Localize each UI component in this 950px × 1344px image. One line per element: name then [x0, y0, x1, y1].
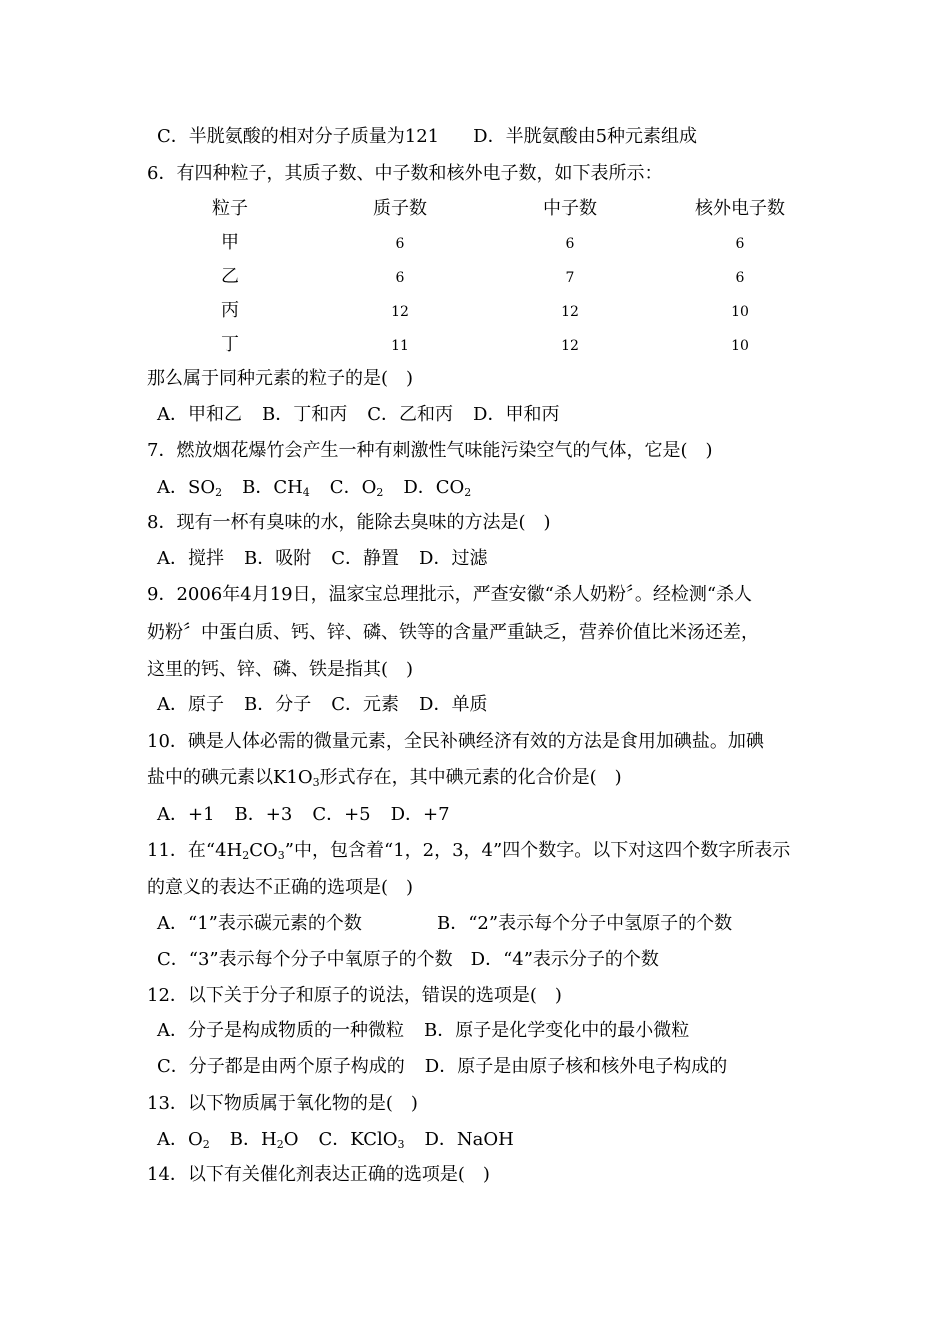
option: D．+7	[390, 804, 450, 825]
option: D．过滤	[419, 548, 488, 569]
q6-stem: 6．有四种粒子，其质子数、中子数和核外电子数，如下表所示：	[147, 163, 663, 184]
q12-options-row2	[157, 1057, 727, 1077]
table-header: 质子数	[373, 198, 427, 219]
table-cell: 6	[565, 236, 575, 252]
q5-option-c: C．半胱氨酸的相对分子质量为121	[157, 126, 440, 147]
option: D．原子是由原子核和核外电子构成的	[424, 1056, 728, 1077]
option: D．NaOH	[424, 1129, 514, 1150]
q12-stem: 12．以下关于分子和原子的说法，错误的选项是( )	[147, 985, 562, 1006]
option: B．分子	[244, 694, 312, 715]
q11-line2: 的意义的表达不正确的选项是( )	[147, 877, 414, 898]
option: B．丁和丙	[262, 404, 348, 425]
table-cell: 乙	[221, 266, 239, 287]
option: B．$CH_4$	[242, 477, 310, 499]
option: A．$O_2$	[157, 1129, 210, 1151]
q7-options	[157, 478, 471, 498]
option: B．$H_2O$	[229, 1129, 299, 1151]
q6-options	[157, 405, 559, 425]
option: B．原子是化学变化中的最小微粒	[424, 1020, 690, 1041]
option: B．+3	[234, 804, 293, 825]
q8-options	[157, 549, 487, 569]
option: A．甲和乙	[157, 404, 242, 425]
q5-options-line	[157, 127, 697, 147]
table-cell: 10	[731, 338, 749, 354]
table-cell: 6	[735, 270, 745, 286]
option: C．$O_2$	[329, 477, 384, 499]
q9-options	[157, 695, 487, 715]
q10-line2: 盐中的碘元素以$K1O_3$形式存在，其中碘元素的化合价是( )	[147, 767, 622, 789]
option: C．乙和丙	[367, 404, 454, 425]
q10-options	[157, 805, 450, 825]
option: C．分子都是由两个原子构成的	[157, 1056, 405, 1077]
option: C．+5	[312, 804, 371, 825]
q12-options-row1	[157, 1021, 689, 1041]
option: A．+1	[157, 804, 215, 825]
option: A．搅拌	[157, 548, 224, 569]
table-header: 核外电子数	[695, 198, 785, 219]
table-cell: 12	[391, 304, 409, 320]
q11-options-row1	[157, 914, 732, 934]
table-cell: 6	[735, 236, 745, 252]
table-cell: 丁	[221, 334, 239, 355]
option: A．分子是构成物质的一种微粒	[157, 1020, 404, 1041]
q8-stem: 8．现有一杯有臭味的水，能除去臭味的方法是( )	[147, 512, 551, 533]
q11-line1: 11．在“$4H_2CO_3$”中，包含着“1，2，3，4”四个数字。以下对这四个数字所表示	[147, 840, 791, 862]
option: D．单质	[419, 694, 488, 715]
option: C．“3”表示每个分子中氧原子的个数	[157, 949, 453, 970]
table-cell: 6	[395, 236, 405, 252]
q9-line1: 9．2006年4月19日，温家宝总理批示，严查安徽“杀人奶粉〞。经检测“杀人	[147, 584, 753, 605]
q5-option-d: D．半胱氨酸由5种元素组成	[473, 126, 698, 147]
option: B．吸附	[244, 548, 312, 569]
option: C．静置	[331, 548, 400, 569]
option: C．元素	[331, 694, 400, 715]
q11-options-row2	[157, 950, 659, 970]
option: A．“1”表示碳元素的个数	[157, 913, 362, 934]
q10-line1: 10．碘是人体必需的微量元素，全民补碘经济有效的方法是食用加碘盐。加碘	[147, 731, 764, 752]
table-cell: 甲	[221, 232, 239, 253]
table-cell: 12	[561, 338, 579, 354]
option: B．“2”表示每个分子中氢原子的个数	[437, 913, 733, 934]
option: D．“4”表示分子的个数	[470, 949, 659, 970]
table-cell: 11	[391, 338, 409, 354]
q6-question: 那么属于同种元素的粒子的是( )	[147, 368, 414, 389]
table-cell: 6	[395, 270, 405, 286]
q9-line2: 奶粉〞中蛋白质、钙、锌、磷、铁等的含量严重缺乏，营养价值比米汤还差，	[147, 622, 759, 643]
table-header: 粒子	[212, 198, 248, 219]
q14-stem: 14．以下有关催化剂表达正确的选项是( )	[147, 1164, 490, 1185]
option: A．$SO_2$	[157, 477, 223, 499]
table-cell: 7	[565, 270, 575, 286]
table-cell: 10	[731, 304, 749, 320]
option: C．KClO$_3$	[318, 1129, 405, 1151]
q13-options	[157, 1130, 514, 1150]
option: D．$CO_2$	[403, 477, 472, 499]
q9-line3: 这里的钙、锌、磷、铁是指其( )	[147, 659, 414, 680]
table-cell: 丙	[221, 300, 239, 321]
option: A．原子	[157, 694, 224, 715]
q7-stem: 7．燃放烟花爆竹会产生一种有刺激性气味能污染空气的气体，它是( )	[147, 440, 713, 461]
table-cell: 12	[561, 304, 579, 320]
q13-stem: 13．以下物质属于氧化物的是( )	[147, 1093, 418, 1114]
option: D．甲和丙	[473, 404, 560, 425]
table-header: 中子数	[543, 198, 597, 219]
